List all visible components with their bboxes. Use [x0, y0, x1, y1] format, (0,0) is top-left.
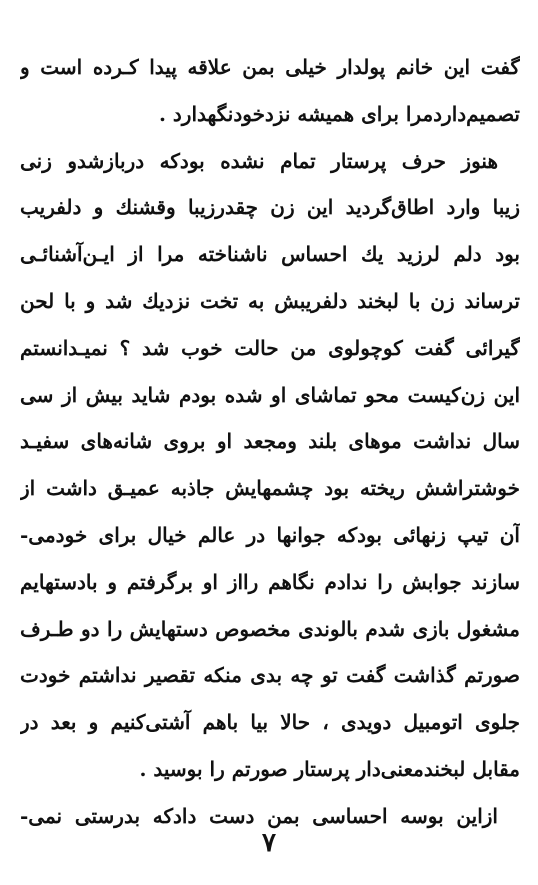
- text-line: گفت این خانم پولدار خیلی بمن علاقه پیدا کـرده است و: [20, 55, 520, 79]
- text-line: ازاین بوسه احساسی بمن دست دادکه بدرستی نمی-: [20, 803, 498, 828]
- text-line: آن تیپ زنهائی بودکه جوانها در عالم خیال برای خودمی-: [20, 522, 520, 547]
- page-number: ۷: [262, 828, 276, 858]
- text-line: سال نداشت موهای بلند ومجعد او بروی شانه‌های سفیـد: [20, 429, 520, 454]
- text-line: بود دلم لرزید یك احساس ناشناخته مرا از ایـن‌آشنائـی: [20, 242, 520, 267]
- text-line: سازند جوابش را ندادم نگاهم رااز او برگرفتم و بادستهایم: [20, 569, 520, 594]
- text-line: این زن‌کیست محو تماشای او شده بودم شاید بیش از سی: [20, 382, 520, 407]
- text-line: تصمیم‌دارد‌مرا برای همیشه نزدخودنگهدارد .: [158, 101, 520, 126]
- text-line: خوشتراشش ریخته بود چشمهایش جاذبه عمیـق داشت از: [20, 476, 520, 501]
- text-line: صورتم گذاشت گفت تو چه بدی منکه تقصیر نداشتم خودت: [20, 663, 520, 688]
- text-line: هنوز حرف پرستار تمام نشده بودکه دربازشدو زنی: [20, 148, 498, 173]
- text-line: مشغول بازی شدم بالوندی مخصوص دستهایش را دو طـرف: [20, 616, 520, 641]
- text-line: مقابل لبخندمعنی‌دار پرستار صورتم را بوسید .: [139, 756, 520, 781]
- text-line: ترساند زن با لبخند دلفریبش به تخت نزدیك شد و با لحن: [20, 288, 520, 313]
- body-text: [20, 44, 520, 840]
- text-line: زیبا وارد اطاق‌گردید این زن چقدرزیبا وقشنك و دلفریب: [20, 195, 520, 220]
- text-line: گیرائی گفت کوچولوی من حالت خوب شد ؟ نمیـدانستم: [20, 335, 520, 360]
- text-line: جلوی اتومبیل دویدی ، حالا بیا باهم آشتی‌کنیم و بعد در: [20, 710, 520, 735]
